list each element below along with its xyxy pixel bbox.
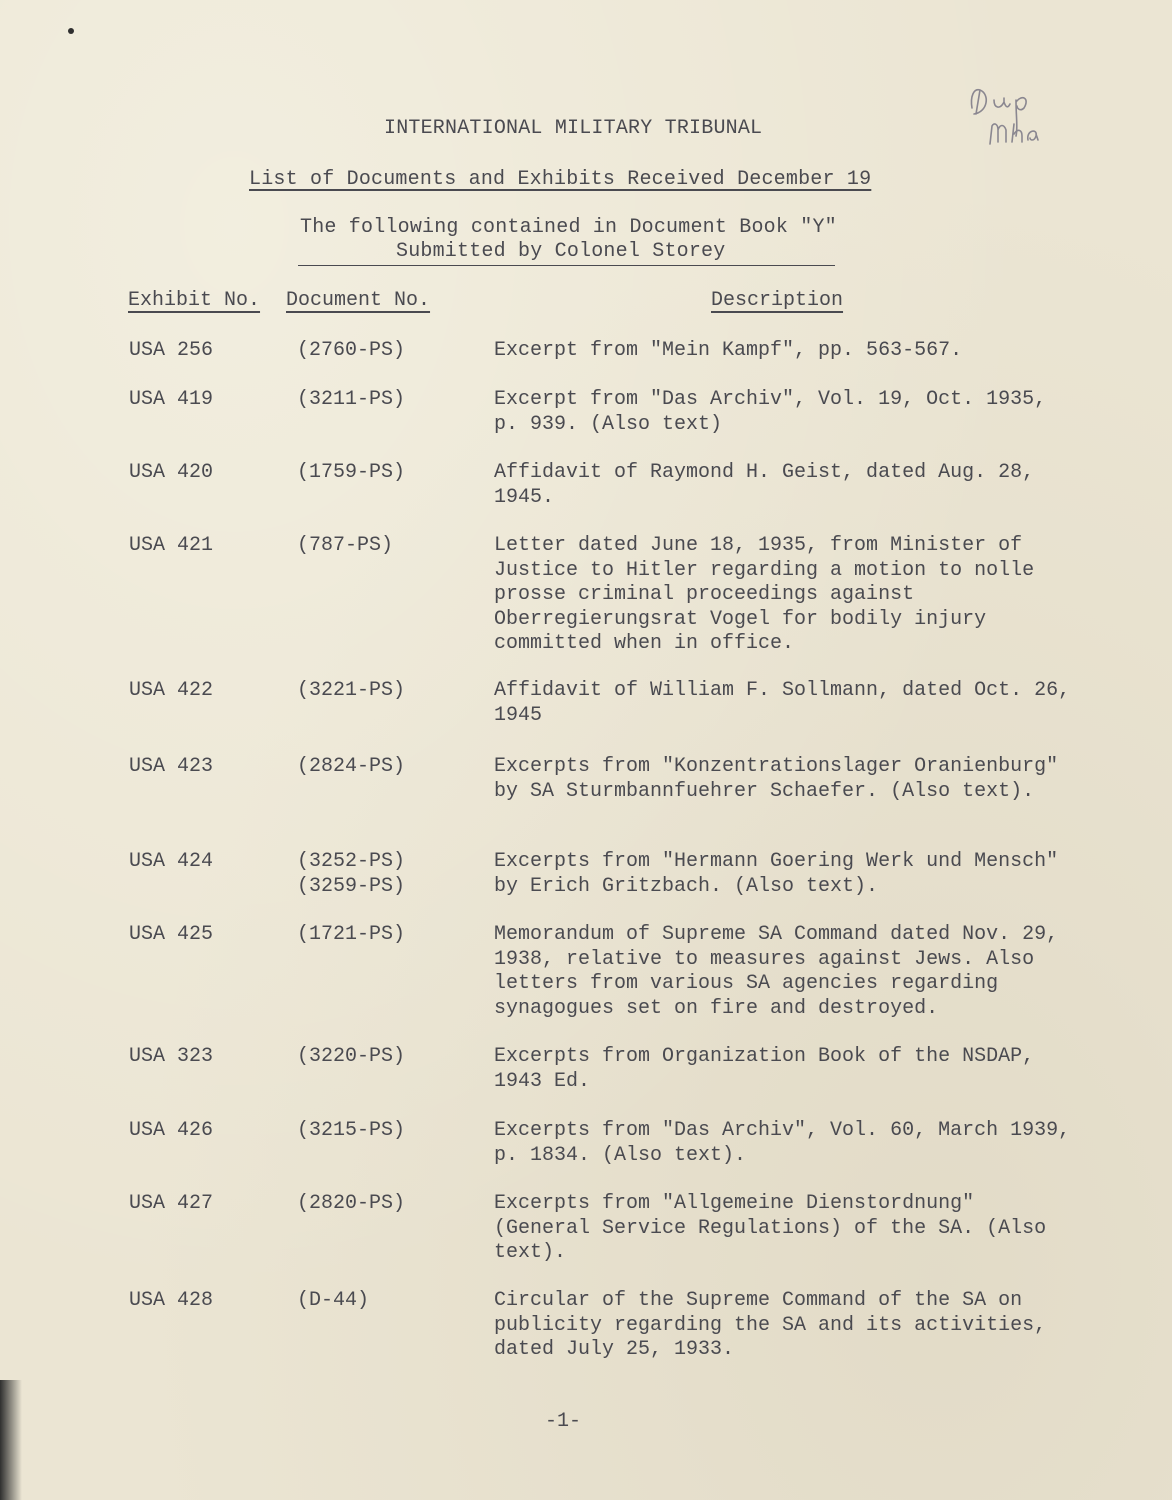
document-number: (2824-PS) <box>297 755 406 778</box>
exhibit-number: USA 425 <box>129 923 214 946</box>
row-description: Letter dated June 18, 1935, from Minister of Justice to Hitler regarding a motion to nolle prosse criminal proceedings against Oberregierungsrat Vogel for bodily injury committed when in office. <box>494 534 1035 655</box>
exhibit-number: USA 422 <box>129 679 214 702</box>
document-number: (2820-PS) <box>297 1192 406 1215</box>
ink-speck <box>68 28 74 34</box>
row-description: Excerpt from "Das Archiv", Vol. 19, Oct. 1935, p. 939. (Also text) <box>494 388 1047 436</box>
row-description: Affidavit of William F. Sollmann, dated Oct. 26, 1945 <box>494 679 1071 727</box>
document-number: (2760-PS) <box>297 339 406 362</box>
document-number: (D-44) <box>297 1289 370 1312</box>
scan-edge-shadow <box>0 1380 22 1500</box>
column-header-exhibit: Exhibit No. <box>128 289 261 312</box>
handwritten-annotation <box>960 78 1070 158</box>
row-description: Excerpts from "Das Archiv", Vol. 60, March 1939, p. 1834. (Also text). <box>494 1119 1071 1167</box>
row-description: Excerpts from Organization Book of the NSDAP, 1943 Ed. <box>494 1045 1035 1093</box>
exhibit-number: USA 423 <box>129 755 214 778</box>
page-number: -1- <box>545 1410 582 1433</box>
row-description: Excerpts from "Konzentrationslager Oranienburg" by SA Sturmbannfuehrer Schaefer. (Also text). <box>494 755 1059 803</box>
document-number: (3215-PS) <box>297 1119 406 1142</box>
document-number: (1759-PS) <box>297 461 406 484</box>
submitted-by-line: Submitted by Colonel Storey <box>298 240 835 266</box>
document-subtitle: List of Documents and Exhibits Received December 19 <box>249 168 872 191</box>
column-header-description: Description <box>711 289 844 312</box>
exhibit-number: USA 420 <box>129 461 214 484</box>
document-number: (3220-PS) <box>297 1045 406 1068</box>
document-number: (3211-PS) <box>297 388 406 411</box>
row-description: Circular of the Supreme Command of the SA on publicity regarding the SA and its activities, dated July 25, 1933. <box>494 1289 1047 1361</box>
exhibit-number: USA 421 <box>129 534 214 557</box>
row-description: Excerpts from "Allgemeine Dienstordnung" (General Service Regulations) of the SA. (Also text). <box>494 1192 1047 1264</box>
document-number: (3252-PS) (3259-PS) <box>297 850 406 898</box>
column-header-document: Document No. <box>286 289 431 312</box>
document-title: INTERNATIONAL MILITARY TRIBUNAL <box>384 117 763 140</box>
exhibit-number: USA 426 <box>129 1119 214 1142</box>
exhibit-number: USA 424 <box>129 850 214 873</box>
exhibit-number: USA 323 <box>129 1045 214 1068</box>
exhibit-number: USA 256 <box>129 339 214 362</box>
document-book-line: The following contained in Document Book "Y" <box>300 216 837 239</box>
document-number: (787-PS) <box>297 534 394 557</box>
row-description: Excerpts from "Hermann Goering Werk und Mensch" by Erich Gritzbach. (Also text). <box>494 850 1059 898</box>
row-description: Memorandum of Supreme SA Command dated Nov. 29, 1938, relative to measures against Jews. Also letters from various SA agencies regarding synagogues set on fire and destroyed. <box>494 923 1059 1020</box>
exhibit-number: USA 428 <box>129 1289 214 1312</box>
exhibit-number: USA 419 <box>129 388 214 411</box>
exhibit-number: USA 427 <box>129 1192 214 1215</box>
row-description: Affidavit of Raymond H. Geist, dated Aug. 28, 1945. <box>494 461 1035 509</box>
row-description: Excerpt from "Mein Kampf", pp. 563-567. <box>494 339 963 362</box>
document-number: (1721-PS) <box>297 923 406 946</box>
document-number: (3221-PS) <box>297 679 406 702</box>
